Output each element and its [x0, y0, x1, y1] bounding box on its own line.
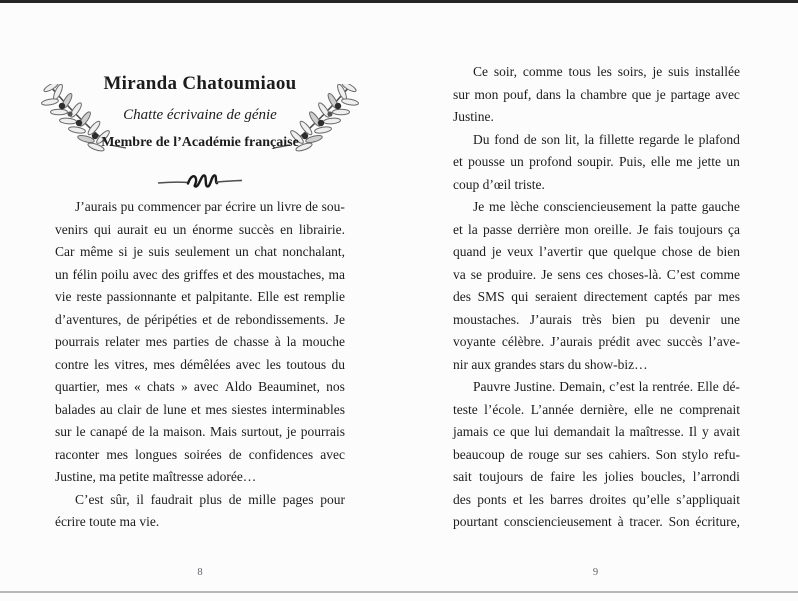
paragraph: [453, 61, 740, 129]
text-line: pourrais relater mes parties de chasse à la mouche: [55, 334, 345, 349]
text-line: Car même si je suis seulement un chat nonchalant,: [55, 244, 345, 259]
text-line: raconter mes longues soirées de confidences avec: [55, 446, 345, 462]
text-line: d’aventures, de péripéties et de rebondissements. Je: [55, 311, 345, 327]
text-line: et la passe derrière mon oreille. Je fais toujours ça: [453, 221, 740, 237]
paragraph: [453, 196, 740, 376]
text-line: contre les vitres, mes démêlées avec les toutous du: [55, 356, 345, 372]
text-line: des ponts et les barres droites qu’elle s’appliquait: [453, 491, 740, 507]
author-name-title: Miranda Chatoumiaou: [103, 73, 297, 94]
text-line: quartier, mes « chats » avec Aldo Beauminet, nos: [55, 379, 345, 394]
text-line: balades au clair de lune et mes siestes interminables: [55, 401, 345, 417]
text-line: sur mon pouf, dans la chambre que je partage avec: [453, 86, 740, 102]
author-membership-line: Membre de l’Académie française: [101, 135, 299, 150]
text-line: coup d’œil triste.: [453, 176, 545, 192]
text-line: Justine.: [453, 109, 494, 124]
paragraph: [453, 376, 740, 534]
text-line: venirs qui aurait eu un énorme succès en librairie.: [55, 221, 345, 237]
text-line: beaucoup de rouge sur ses cahiers. Son stylo refu-: [453, 446, 740, 462]
text-line: nir aux grandes stars du show-biz…: [453, 356, 648, 372]
page-right: [399, 0, 798, 601]
text-line: J’aurais pu commencer par écrire un livre de sou-: [75, 199, 345, 214]
text-line: teste l’école. L’année dernière, elle ne comprenait: [453, 401, 740, 417]
text-line: Ce soir, comme tous les soirs, je suis installée: [473, 64, 740, 79]
page-number-right: 9: [592, 567, 599, 578]
text-line: et pousse un profond soupir. Puis, elle me jette un: [453, 154, 740, 169]
text-line: quand je veux l’avertir que quelque chose de bien: [453, 244, 740, 259]
text-line: écrire toute ma vie.: [55, 514, 160, 529]
text-line: Justine, ma petite maîtresse adorée…: [55, 469, 257, 484]
text-line: des SMS qui seraient directement captés par mes: [453, 289, 740, 304]
text-line: voyante célèbre. J’aurais prédit avec succès l’ave-: [453, 334, 740, 349]
paragraph: [55, 196, 345, 489]
text-line: pourtant consciencieusement à tracer. Son écriture,: [453, 514, 740, 529]
text-line: Je me lèche consciencieusement la patte gauche: [473, 199, 740, 214]
text-line: sur le canapé de la maison. Mais surtout, je pourrais: [55, 424, 345, 439]
page-number-left: 8: [197, 567, 203, 578]
text-line: Du fond de son lit, la fillette regarde le plafond: [473, 131, 740, 147]
text-line: moustaches. J’aurais très bien pu devenir une: [453, 311, 740, 327]
text-line: vie reste passionnante et palpitante. Elle est remplie: [55, 289, 345, 304]
text-line: Pauvre Justine. Demain, c’est la rentrée. Elle dé-: [473, 379, 740, 394]
text-line: jamais ce que lui demandait la maîtresse. Il y avait: [453, 424, 740, 439]
text-line: va se produire. Je sens ces choses-là. C’est comme: [453, 266, 740, 282]
text-line: C’est sûr, il faudrait plus de mille pages pour: [75, 491, 345, 507]
author-subtitle: Chatte écrivaine de génie: [123, 107, 277, 123]
text-line: un félin poilu avec des griffes et des moustaches, ma: [55, 266, 345, 282]
page-right-body: [453, 61, 740, 534]
paragraph: [453, 129, 740, 197]
paragraph: [55, 489, 345, 534]
bottom-edge-rule: [0, 591, 798, 593]
text-line: sait toujours de faire les jolies boucles, l’arrondi: [453, 469, 740, 484]
page-left-body: [55, 196, 345, 534]
squiggle-divider-icon: [157, 170, 243, 192]
